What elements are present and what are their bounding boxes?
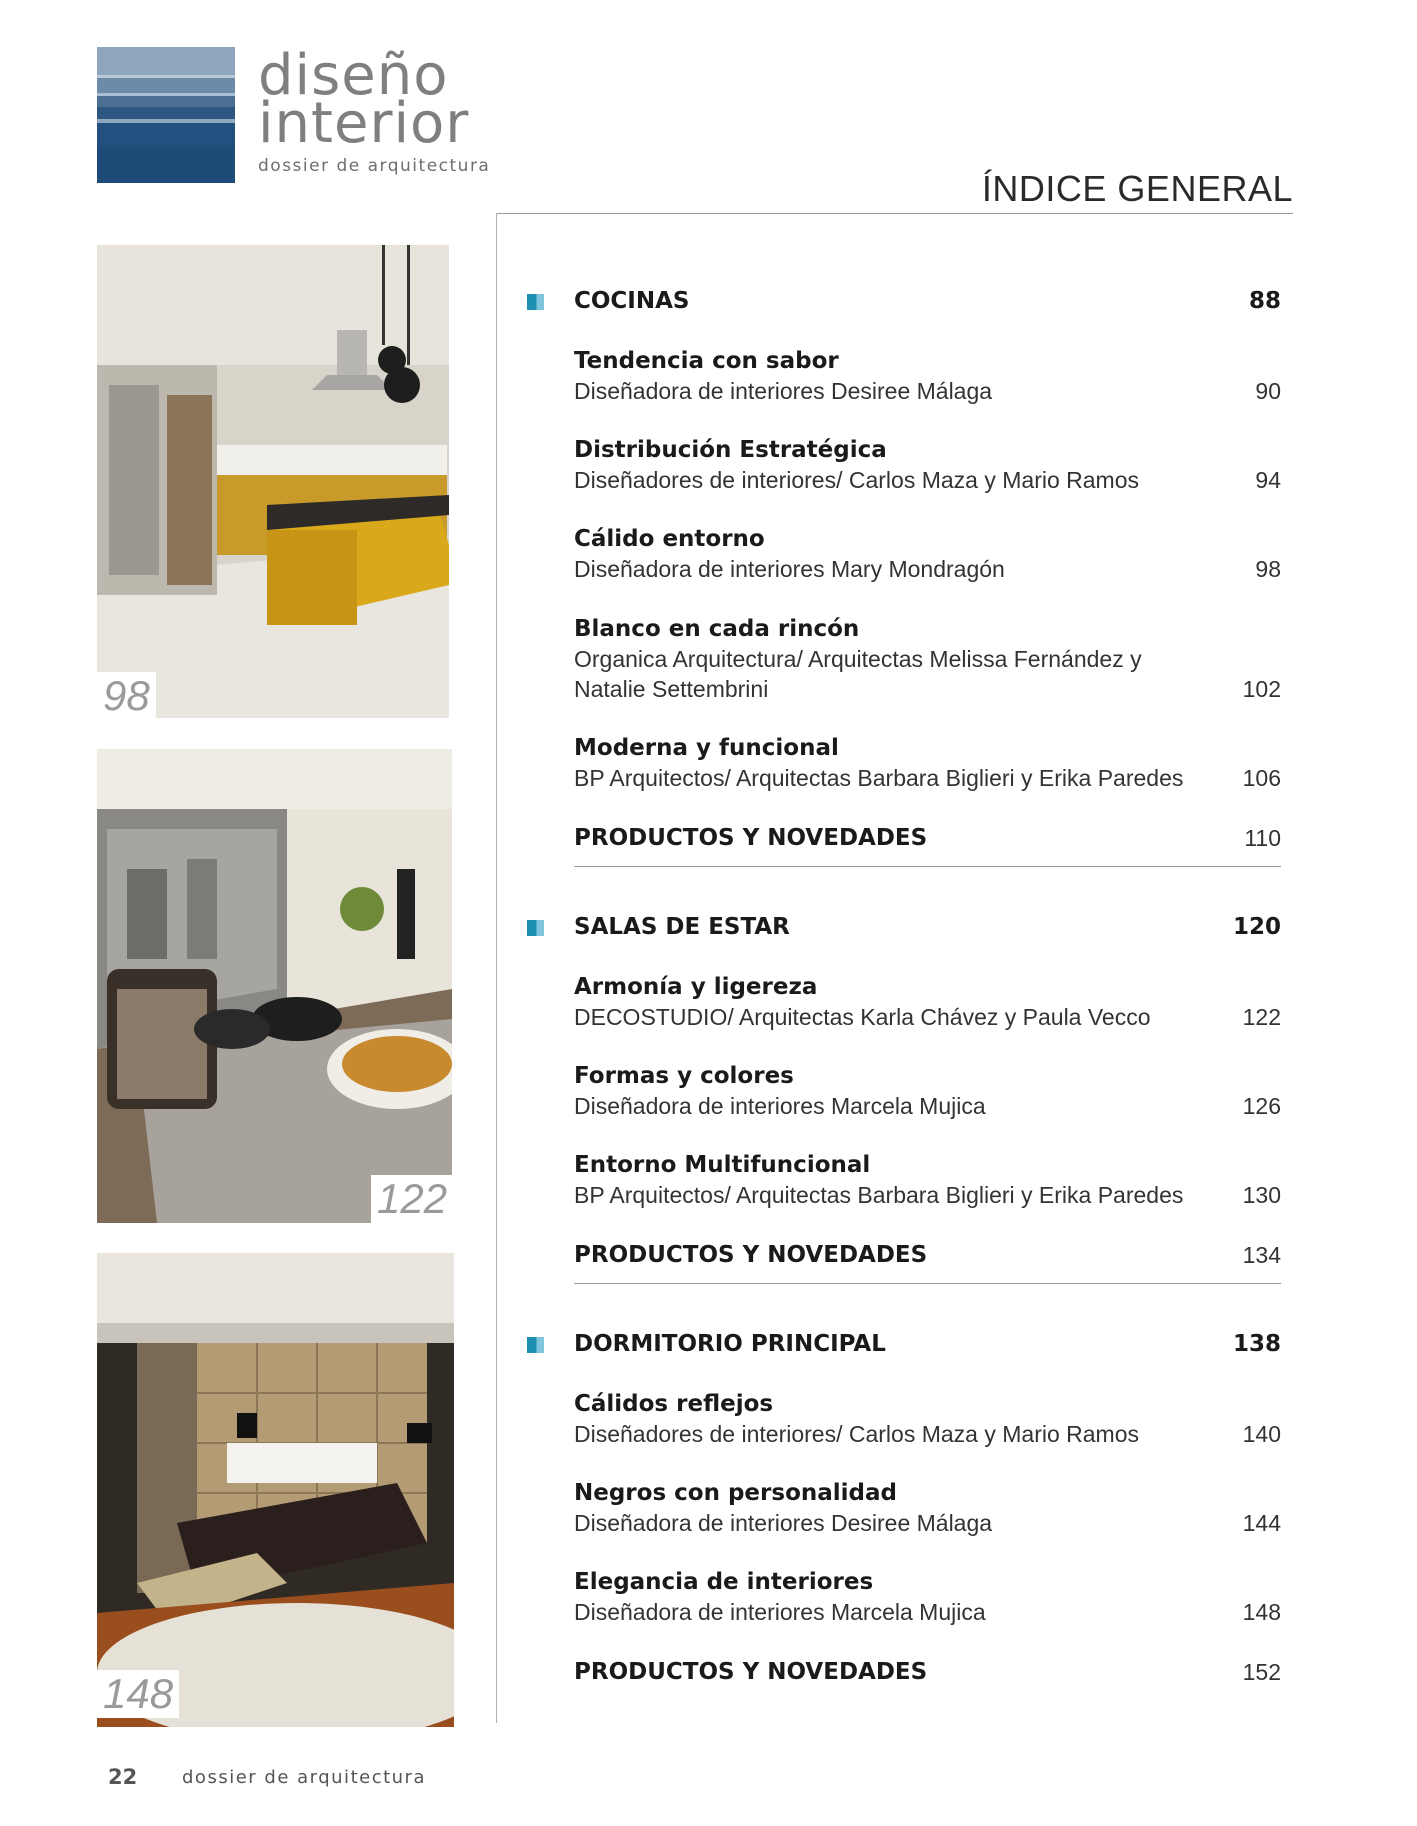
- entry-title: Distribución Estratégica: [574, 437, 887, 463]
- entry-title: Tendencia con sabor: [574, 348, 839, 374]
- index-entry[interactable]: [574, 614, 1281, 704]
- entry-title: Entorno Multifuncional: [574, 1152, 871, 1178]
- entry-title: Cálidos reflejos: [574, 1391, 774, 1417]
- section-page: 120: [1232, 914, 1281, 940]
- section-bullet-icon: [527, 920, 544, 936]
- entry-title: Cálido entorno: [574, 526, 765, 552]
- section-divider: [574, 1283, 1281, 1284]
- products-entry[interactable]: [574, 1242, 1281, 1269]
- products-label: PRODUCTOS Y NOVEDADES: [574, 1242, 928, 1268]
- logo-line1: diseño: [258, 43, 449, 108]
- entry-page: 122: [1242, 1004, 1281, 1030]
- index-entry[interactable]: [574, 346, 1281, 406]
- entry-title: Armonía y ligereza: [574, 974, 818, 1000]
- section-title: DORMITORIO PRINCIPAL: [574, 1331, 886, 1357]
- entry-subtitle: Organica Arquitectura/ Arquitectas Melissa Fernández y Natalie Settembrini: [574, 646, 1142, 702]
- entry-page: 140: [1242, 1421, 1281, 1447]
- column-divider: [496, 213, 497, 1723]
- entry-page: 106: [1242, 765, 1281, 791]
- index-entry[interactable]: [574, 1567, 1281, 1627]
- footer-page-number: 22: [108, 1765, 138, 1789]
- bedroom-photo: [97, 1253, 454, 1727]
- entry-page: 126: [1242, 1093, 1281, 1119]
- logo: [258, 43, 558, 176]
- entry-subtitle: Diseñadora de interiores Desiree Málaga: [574, 1510, 993, 1536]
- footer-tagline: dossier de arquitectura: [182, 1767, 426, 1788]
- products-label: PRODUCTOS Y NOVEDADES: [574, 825, 928, 851]
- entry-page: 98: [1255, 556, 1281, 582]
- index-entry[interactable]: [574, 1061, 1281, 1121]
- index-entry[interactable]: [574, 1389, 1281, 1449]
- logo-mark: [97, 47, 235, 183]
- index-entry[interactable]: [574, 972, 1281, 1032]
- logo-line2: interior: [258, 91, 470, 156]
- entry-title: Blanco en cada rincón: [574, 616, 860, 642]
- photo-page-number: 148: [97, 1670, 179, 1718]
- entry-page: 90: [1255, 378, 1281, 404]
- entry-subtitle: Diseñadora de interiores Marcela Mujica: [574, 1093, 986, 1119]
- logo-tagline: dossier de arquitectura: [258, 156, 491, 176]
- entry-subtitle: Diseñadores de interiores/ Carlos Maza y Mario Ramos: [574, 1421, 1139, 1447]
- section-page: 138: [1232, 1331, 1281, 1357]
- photo-page-number: 98: [97, 672, 156, 720]
- section-bullet-icon: [527, 294, 544, 310]
- index-entry[interactable]: [574, 524, 1281, 584]
- section-title: COCINAS: [574, 288, 690, 314]
- section-divider: [574, 866, 1281, 867]
- living-room-photo: [97, 749, 452, 1223]
- heading-rule: [496, 213, 1293, 214]
- section-heading-salas-de-estar[interactable]: [574, 914, 1281, 940]
- entry-title: Moderna y funcional: [574, 735, 839, 761]
- index-entry[interactable]: [574, 1478, 1281, 1538]
- products-page: 110: [1244, 825, 1281, 851]
- products-entry[interactable]: [574, 1659, 1281, 1686]
- entry-title: Formas y colores: [574, 1063, 794, 1089]
- section-heading-dormitorio-principal[interactable]: [574, 1331, 1281, 1357]
- products-page: 134: [1242, 1242, 1281, 1268]
- entry-subtitle: DECOSTUDIO/ Arquitectas Karla Chávez y Paula Vecco: [574, 1004, 1151, 1030]
- entry-subtitle: Diseñadora de interiores Marcela Mujica: [574, 1599, 986, 1625]
- entry-page: 94: [1255, 467, 1281, 493]
- entry-subtitle: BP Arquitectos/ Arquitectas Barbara Biglieri y Erika Paredes: [574, 765, 1184, 791]
- entry-title: Elegancia de interiores: [574, 1569, 874, 1595]
- entry-subtitle: Diseñadora de interiores Desiree Málaga: [574, 378, 993, 404]
- entry-page: 148: [1242, 1599, 1281, 1625]
- entry-title: Negros con personalidad: [574, 1480, 897, 1506]
- entry-subtitle: Diseñadora de interiores Mary Mondragón: [574, 556, 1005, 582]
- kitchen-photo: [97, 245, 449, 718]
- index-entry[interactable]: [574, 1150, 1281, 1210]
- section-title: SALAS DE ESTAR: [574, 914, 790, 940]
- entry-subtitle: BP Arquitectos/ Arquitectas Barbara Biglieri y Erika Paredes: [574, 1182, 1184, 1208]
- entry-page: 144: [1242, 1510, 1281, 1536]
- section-heading-cocinas[interactable]: [574, 288, 1281, 314]
- products-page: 152: [1242, 1659, 1281, 1685]
- entry-subtitle: Diseñadores de interiores/ Carlos Maza y Mario Ramos: [574, 467, 1139, 493]
- page-title: ÍNDICE GENERAL: [981, 168, 1293, 209]
- section-bullet-icon: [527, 1337, 544, 1353]
- entry-page: 130: [1242, 1182, 1281, 1208]
- section-page: 88: [1248, 288, 1281, 314]
- products-entry[interactable]: [574, 825, 1281, 852]
- photo-page-number: 122: [371, 1175, 453, 1223]
- products-label: PRODUCTOS Y NOVEDADES: [574, 1659, 928, 1685]
- entry-page: 102: [1242, 676, 1281, 702]
- index-entry[interactable]: [574, 733, 1281, 793]
- index-entry[interactable]: [574, 435, 1281, 495]
